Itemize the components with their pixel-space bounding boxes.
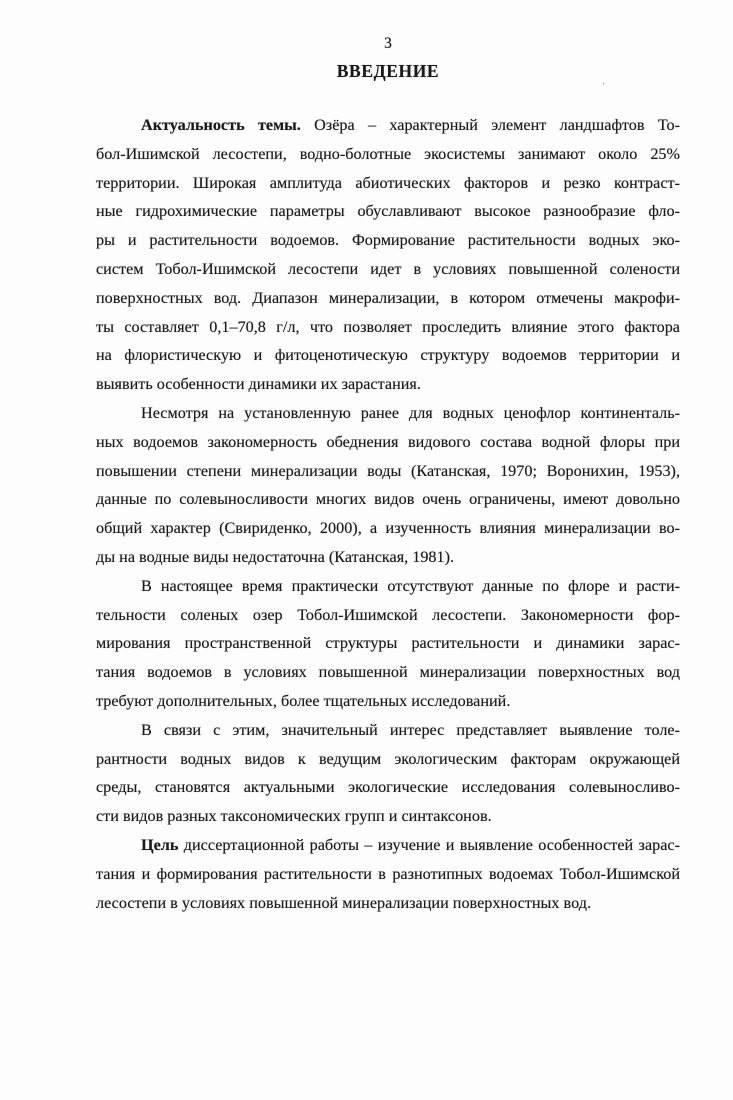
text-line [96, 399, 680, 428]
line-text: ры и растительности водоемов. Формирование растительности водных эко- [96, 231, 680, 250]
line-text: ных водоемов закономерность обеднения видового состава водной флоры при [96, 432, 680, 451]
bold-run: Актуальность темы. [141, 116, 301, 134]
line-text: выявить особенности динамики их зарастания. [96, 375, 421, 394]
line-text: сти видов разных таксономических групп и синтаксонов. [96, 807, 492, 826]
text-line [96, 197, 680, 226]
text-line [96, 629, 680, 658]
text-line [96, 169, 680, 198]
line-text: на флористическую и фитоценотическую структуру водоемов территории и [96, 346, 680, 365]
line-text: лесостепи в условиях повышенной минерализации поверхностных вод. [96, 893, 591, 912]
line-text: среды, становятся актуальными экологические исследования солевыносливо- [96, 778, 680, 797]
line-text: В связи с этим, значительный интерес представляет выявление толе- [141, 720, 680, 739]
text-line [96, 601, 680, 630]
line-text: повышении степени минерализации воды (Катанская, 1970; Воронихин, 1953), [96, 461, 680, 480]
line-text: тания водоемов в условиях повышенной минерализации поверхностных вод [96, 663, 680, 682]
text-line [96, 773, 680, 802]
line-text: территории. Широкая амплитуда абиотических факторов и резко контраст- [96, 173, 680, 192]
text-line [96, 313, 680, 342]
text-line [96, 485, 680, 514]
text-line [96, 428, 680, 457]
line-text: данные по солевыносливости многих видов очень ограничены, имеют довольно [96, 490, 680, 509]
scan-artifact-mark: ʹ [600, 80, 606, 93]
text-line [96, 514, 680, 543]
text-line [96, 831, 680, 860]
line-text: тания и формирования растительности в разнотипных водоемах Тобол-Ишимской [96, 864, 680, 883]
line-text: ты составляет 0,1–70,8 г/л, что позволяет проследить влияние этого фактора [96, 317, 680, 336]
page-number: 3 [384, 35, 392, 52]
text-line [96, 284, 680, 313]
line-text: диссертационной работы – изучение и выявление особенностей зарас- [178, 835, 680, 854]
line-text: Несмотря на установленную ранее для водных ценофлор континенталь- [141, 403, 680, 422]
line-text: поверхностных вод. Диапазон минерализации, в котором отмечены макрофи- [96, 288, 680, 307]
line-text: рантности водных видов к ведущим экологическим факторам окружающей [96, 749, 680, 768]
body-text [96, 111, 680, 917]
line-text: требуют дополнительных, более тщательных исследований. [96, 691, 511, 710]
text-line [96, 802, 680, 831]
line-text: ды на водные виды недостаточна (Катанская, 1981). [96, 547, 455, 566]
text-line [96, 745, 680, 774]
line-text: бол-Ишимской лесостепи, водно-болотные экосистемы занимают около 25% [96, 144, 680, 163]
text-line [96, 370, 680, 399]
line-text: общий характер (Свириденко, 2000), а изученность влияния минерализации во- [96, 519, 680, 538]
text-line [96, 860, 680, 889]
line-text: тельности соленых озер Тобол-Ишимской лесостепи. Закономерности фор- [96, 605, 680, 624]
text-line [96, 889, 680, 918]
line-text: Озёра – характерный элемент ландшафтов То- [300, 116, 680, 134]
text-line [96, 255, 680, 284]
text-line [96, 572, 680, 601]
text-line [96, 687, 680, 716]
text-line [96, 658, 680, 687]
text-line [96, 140, 680, 169]
text-line [96, 543, 680, 572]
text-line [96, 716, 680, 745]
text-line [96, 226, 680, 255]
line-text: В настоящее время практически отсутствуют данные по флоре и расти- [141, 576, 680, 595]
line-text: ные гидрохимические параметры обуславливают высокое разнообразие фло- [96, 202, 680, 221]
line-text: систем Тобол-Ишимской лесостепи идет в условиях повышенной солености [96, 259, 680, 278]
page-title: ВВЕДЕНИЕ [336, 61, 440, 81]
bold-run: Цель [141, 835, 179, 854]
line-text: мирования пространственной структуры растительности и динамики зарас- [96, 634, 680, 653]
text-line [96, 457, 680, 486]
text-line [96, 111, 680, 140]
text-line [96, 341, 680, 370]
